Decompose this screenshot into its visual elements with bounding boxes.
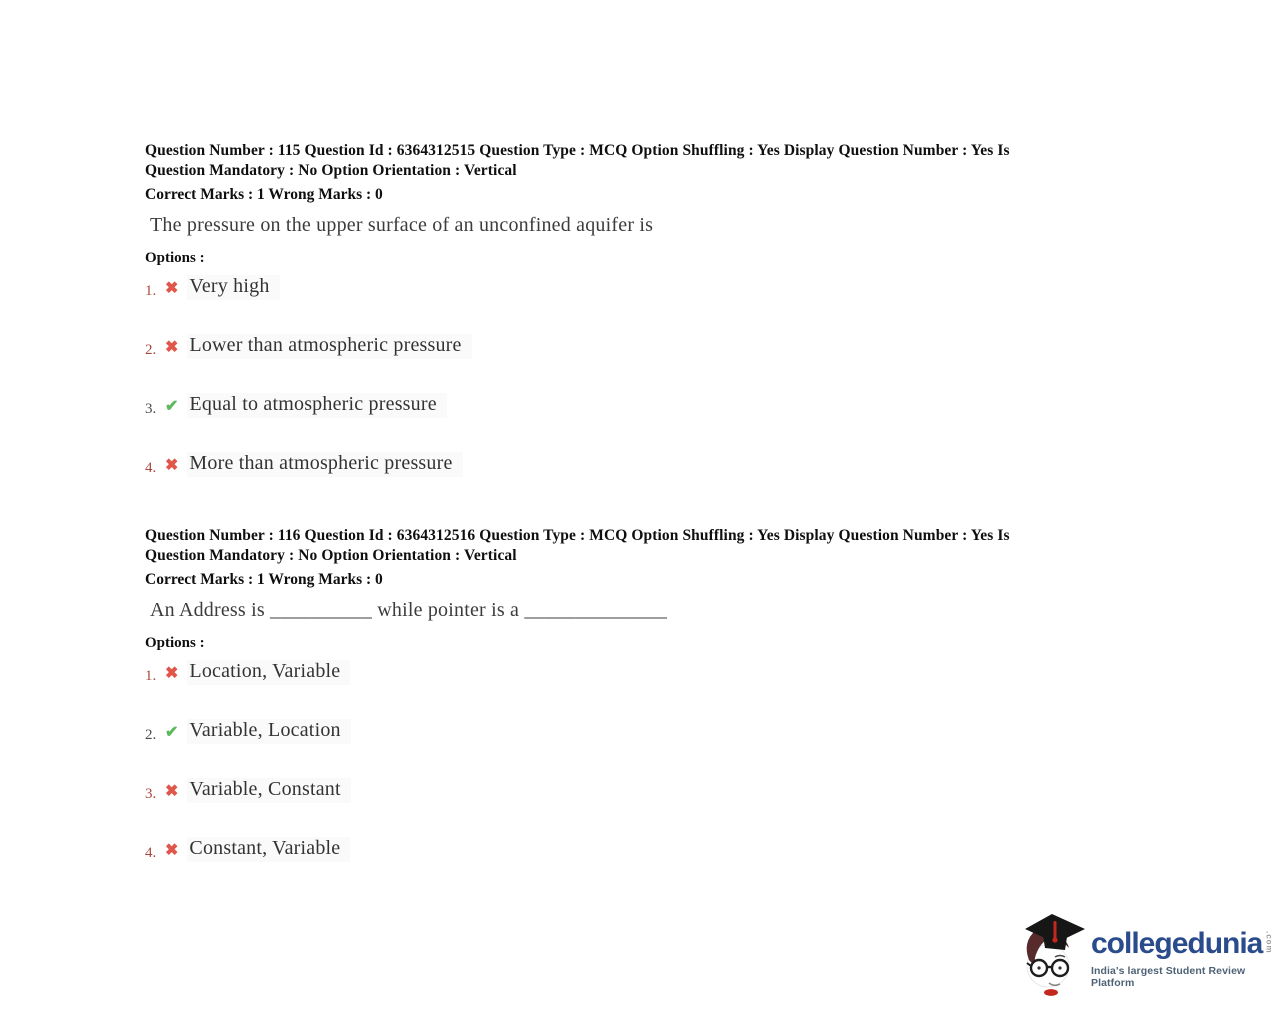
check-mark-icon: ✔ bbox=[165, 398, 179, 415]
cross-mark-icon: ✖ bbox=[165, 665, 179, 682]
option-number: 1. bbox=[145, 668, 157, 684]
option-text: More than atmospheric pressure bbox=[187, 452, 462, 477]
marks-line: Correct Marks : 1 Wrong Marks : 0 bbox=[145, 571, 383, 588]
option-text: Equal to atmospheric pressure bbox=[187, 393, 446, 418]
option-number: 4. bbox=[145, 460, 157, 476]
option-number: 3. bbox=[145, 401, 157, 417]
option-number: 3. bbox=[145, 786, 157, 802]
question-meta-line1: Question Number : 116 Question Id : 6364312516 Question Type : MCQ Option Shuffling : Yes Display Question Number : Yes Is bbox=[145, 527, 1010, 544]
option-text: Variable, Constant bbox=[187, 778, 350, 803]
question-meta bbox=[145, 526, 1140, 565]
brand-tagline: India's largest Student Review Platform bbox=[1091, 965, 1246, 989]
cross-mark-icon: ✖ bbox=[165, 339, 179, 356]
question-meta-line1: Question Number : 115 Question Id : 6364312515 Question Type : MCQ Option Shuffling : Yes Display Question Number : Yes Is bbox=[145, 142, 1010, 159]
option-row bbox=[145, 837, 1140, 863]
option-row bbox=[145, 334, 1140, 360]
question-text: The pressure on the upper surface of an unconfined aquifer is bbox=[150, 214, 654, 236]
option-row bbox=[145, 719, 1140, 745]
option-text: Variable, Location bbox=[187, 719, 350, 744]
option-row bbox=[145, 393, 1140, 419]
cross-mark-icon: ✖ bbox=[165, 783, 179, 800]
option-text: Lower than atmospheric pressure bbox=[187, 334, 471, 359]
brand-domain: .com bbox=[1264, 931, 1274, 954]
cross-mark-icon: ✖ bbox=[165, 842, 179, 859]
cross-mark-icon: ✖ bbox=[165, 457, 179, 474]
question-meta-line2: Question Mandatory : No Option Orientation : Vertical bbox=[145, 546, 517, 564]
option-number: 4. bbox=[145, 845, 157, 861]
question-meta bbox=[145, 141, 1140, 180]
question-block-116 bbox=[145, 526, 1140, 896]
cross-mark-icon: ✖ bbox=[165, 280, 179, 297]
option-number: 1. bbox=[145, 283, 157, 299]
question-meta-line2: Question Mandatory : No Option Orientation : Vertical bbox=[145, 161, 517, 179]
option-text: Very high bbox=[187, 275, 279, 300]
option-row bbox=[145, 778, 1140, 804]
question-text: An Address is __________ while pointer is a ______________ bbox=[150, 599, 668, 621]
collegedunia-logo bbox=[1022, 912, 1284, 996]
check-mark-icon: ✔ bbox=[165, 724, 179, 741]
option-text: Location, Variable bbox=[187, 660, 350, 685]
option-row bbox=[145, 275, 1140, 301]
collegedunia-mascot-icon bbox=[1022, 912, 1088, 996]
option-text: Constant, Variable bbox=[187, 837, 350, 862]
brand-name: collegedunia bbox=[1091, 927, 1263, 960]
marks-line: Correct Marks : 1 Wrong Marks : 0 bbox=[145, 186, 383, 203]
option-number: 2. bbox=[145, 727, 157, 743]
options-label: Options : bbox=[145, 635, 205, 651]
option-number: 2. bbox=[145, 342, 157, 358]
option-row bbox=[145, 452, 1140, 478]
question-block-115 bbox=[145, 141, 1140, 511]
option-row bbox=[145, 660, 1140, 686]
options-label: Options : bbox=[145, 250, 205, 266]
logo-text bbox=[1091, 929, 1284, 989]
